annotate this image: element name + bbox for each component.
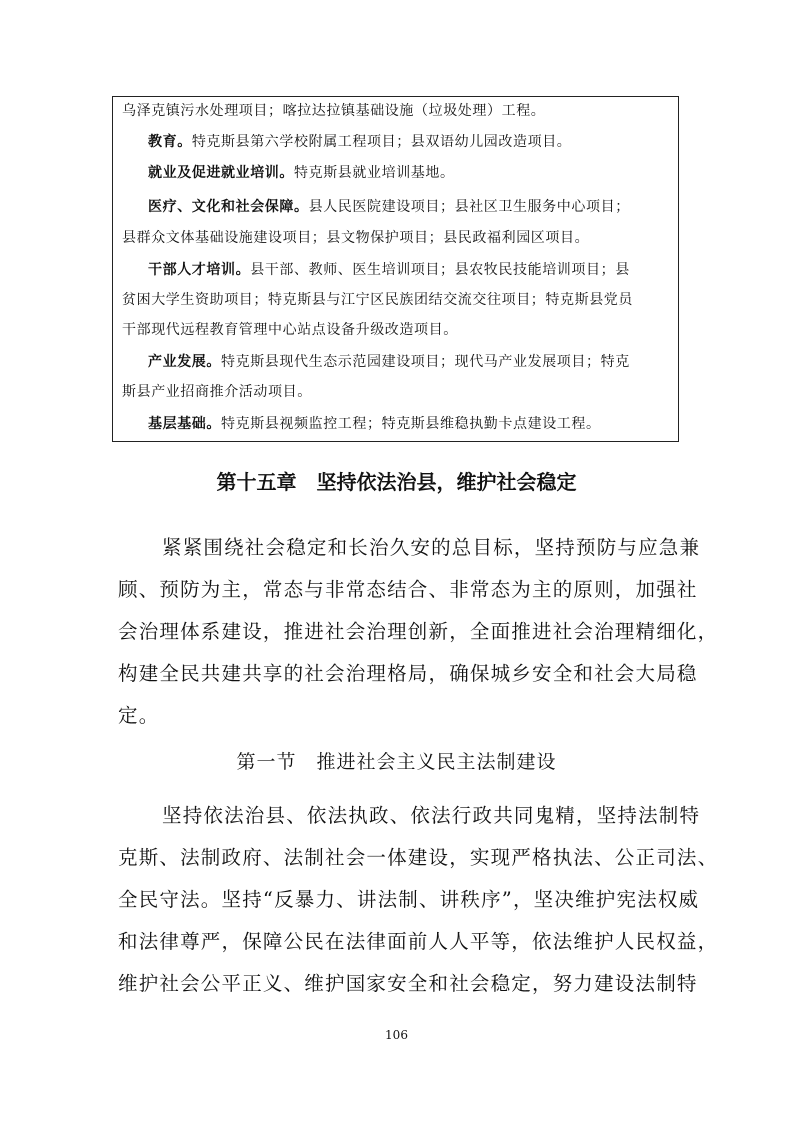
paragraph-line: 紧紧围绕社会稳定和长治久安的总目标，坚持预防与应急兼 (162, 536, 701, 559)
paragraph-line: 顾、预防为主，常态与非常态结合、非常态为主的原则，加强社 (118, 578, 698, 601)
paragraph-line: 克斯、法制政府、法制社会一体建设，实现严格执法、公正司法、 (118, 846, 719, 869)
box-line: 乌泽克镇污水处理项目；喀拉达拉镇基础设施（垃圾处理）工程。 (122, 103, 546, 119)
paragraph-line: 和法律尊严，保障公民在法律面前人人平等，依法维护人民权益， (118, 930, 719, 953)
section-title: 第一节 推进社会主义民主法制建设 (236, 751, 557, 773)
box-line: 干部现代远程教育管理中心站点设备升级改造项目。 (122, 322, 458, 338)
paragraph-line: 全民守法。坚持“反暴力、讲法制、讲秩序”，坚决维护宪法权威 (118, 888, 700, 911)
paragraph-line: 维护社会公平正义、维护国家安全和社会稳定，努力建设法制特 (118, 972, 698, 995)
paragraph-line: 坚持依法治县、依法执政、依法行政共同鬼精，坚持法制特 (162, 804, 701, 827)
paragraph-line: 会治理体系建设，推进社会治理创新，全面推进社会治理精细化， (118, 620, 719, 643)
box-line: 医疗、文化和社会保障。县人民医院建设项目；县社区卫生服务中心项目； (148, 199, 630, 215)
page-number: 106 (385, 1028, 408, 1042)
box-line: 干部人才培训。县干部、教师、医生培训项目；县农牧民技能培训项目；县 (148, 262, 630, 278)
box-line: 就业及促进就业培训。特克斯县就业培训基地。 (148, 165, 455, 181)
chapter-title: 第十五章 坚持依法治县，维护社会稳定 (216, 470, 577, 494)
box-line: 基层基础。特克斯县视频监控工程；特克斯县维稳执勤卡点建设工程。 (148, 416, 601, 432)
paragraph-line: 定。 (118, 704, 160, 727)
box-line: 产业发展。特克斯县现代生态示范园建设项目；现代马产业发展项目；特克 (148, 354, 630, 370)
box-line: 县群众文体基础设施建设项目；县文物保护项目；县民政福利园区项目。 (122, 230, 590, 246)
box-line: 教育。特克斯县第六学校附属工程项目；县双语幼儿园改造项目。 (148, 134, 572, 150)
box-line: 斯县产业招商推介活动项目。 (122, 384, 312, 400)
paragraph-line: 构建全民共建共享的社会治理格局，确保城乡安全和社会大局稳 (118, 662, 698, 685)
box-line: 贫困大学生资助项目；特克斯县与江宁区民族团结交流交往项目；特克斯县党员 (122, 292, 633, 308)
